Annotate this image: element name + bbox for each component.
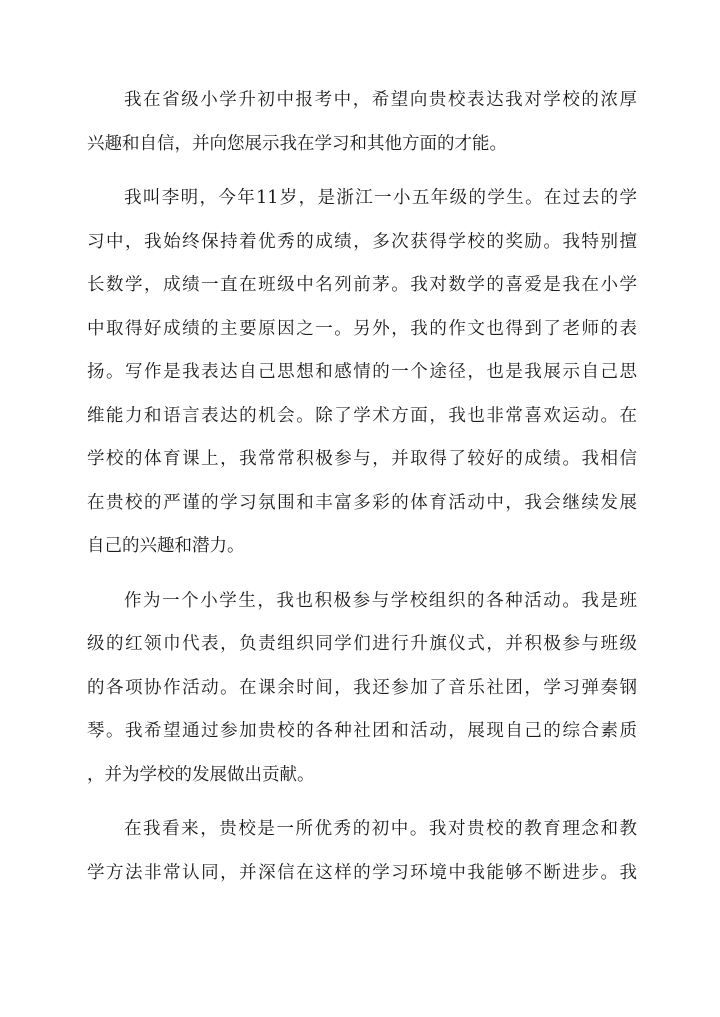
paragraph-4-line-1: 在我看来，贵校是一所优秀的初中。我对贵校的教育理念和教 [124,819,637,839]
paragraph-2-line-9: 自己的兴趣和潜力。 [87,536,245,556]
paragraph-2-line-3: 长数学，成绩一直在班级中名列前茅。我对数学的喜爱是我在小学 [87,275,637,295]
paragraph-2-line-4: 中取得好成绩的主要原因之一。另外，我的作文也得到了老师的表 [87,319,637,339]
paragraph-4-line-2: 学方法非常认同，并深信在这样的学习环境中我能够不断进步。我 [87,863,637,883]
paragraph-3-line-5: ，并为学校的发展做出贡献。 [87,765,315,785]
paragraph-3-line-4: 琴。我希望通过参加贵校的各种社团和活动，展现自己的综合素质 [87,721,637,741]
paragraph-3-line-2: 级的红领巾代表，负责组织同学们进行升旗仪式，并积极参与班级 [87,634,637,654]
paragraph-2-line-6: 维能力和语言表达的机会。除了学术方面，我也非常喜欢运动。在 [87,406,637,426]
paragraph-3-line-1: 作为一个小学生，我也积极参与学校组织的各种活动。我是班 [124,591,637,611]
paragraph-2-line-7: 学校的体育课上，我常常积极参与，并取得了较好的成绩。我相信 [87,449,637,469]
paragraph-2-line-5: 扬。写作是我表达自己思想和感情的一个途径，也是我展示自己思 [87,362,637,382]
paragraph-2-line-8: 在贵校的严谨的学习氛围和丰富多彩的体育活动中，我会继续发展 [87,493,637,513]
paragraph-1-line-2: 兴趣和自信，并向您展示我在学习和其他方面的才能。 [87,134,507,154]
paragraph-1-line-1: 我在省级小学升初中报考中，希望向贵校表达我对学校的浓厚 [124,90,637,110]
paragraph-2-line-1: 我叫李明，今年11岁，是浙江一小五年级的学生。在过去的学 [124,188,637,208]
paragraph-3-line-3: 的各项协作活动。在课余时间，我还参加了音乐社团，学习弹奏钢 [87,678,637,698]
paragraph-2-line-2: 习中，我始终保持着优秀的成绩，多次获得学校的奖励。我特别擅 [87,232,637,252]
